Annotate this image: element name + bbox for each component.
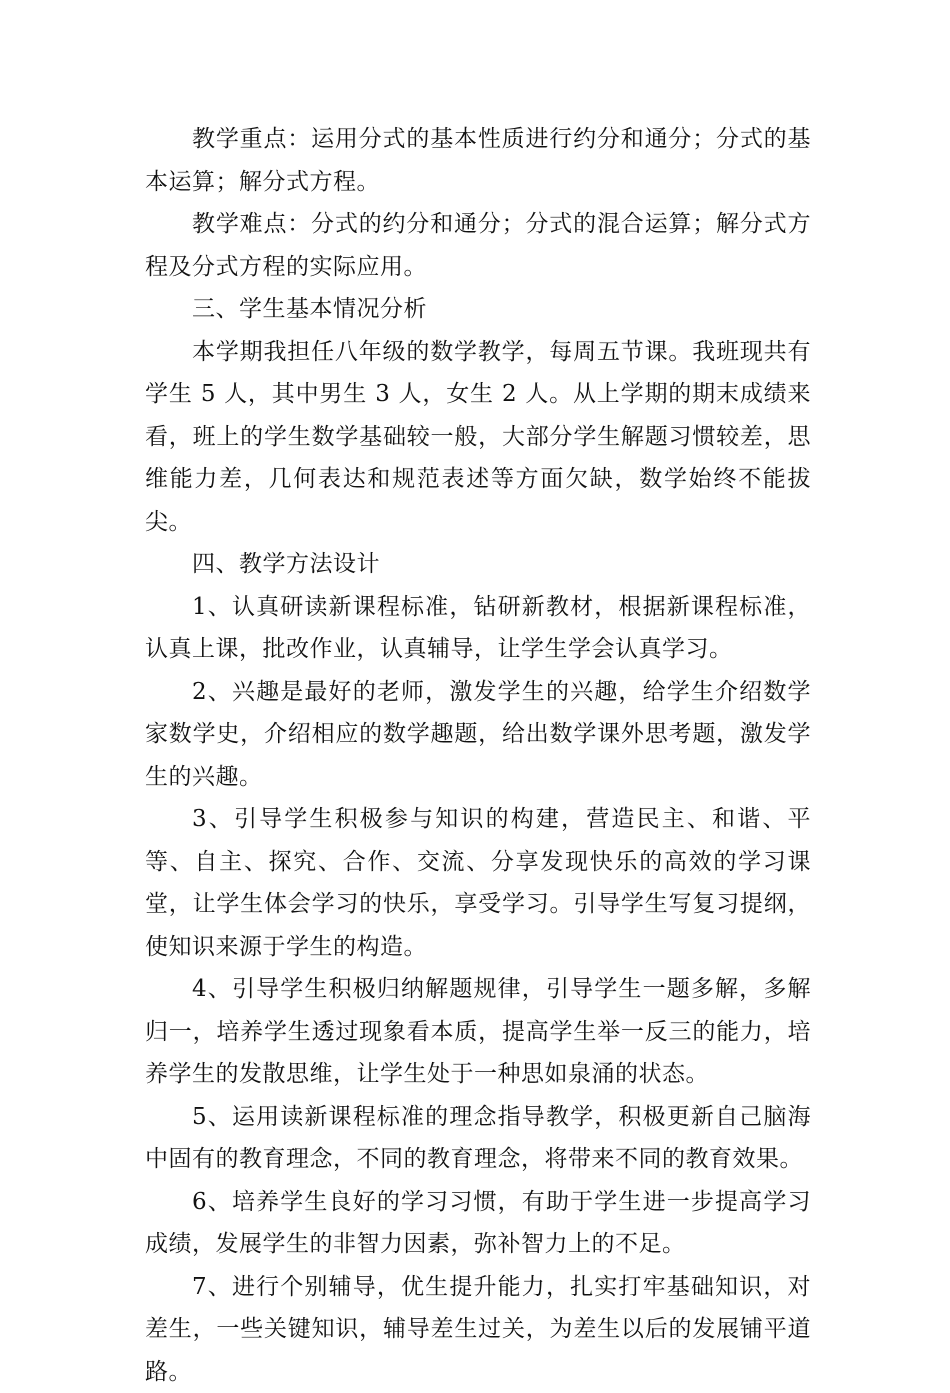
method-item-1: 1、认真研读新课程标准，钻研新教材，根据新课程标准，认真上课，批改作业，认真辅导，让学生学会认真学习。: [145, 586, 811, 671]
method-item-4: 4、引导学生积极归纳解题规律，引导学生一题多解，多解归一，培养学生透过现象看本质，提高学生举一反三的能力，培养学生的发散思维，让学生处于一种思如泉涌的状态。: [145, 968, 811, 1096]
method-item-2: 2、兴趣是最好的老师，激发学生的兴趣，给学生介绍数学家数学史，介绍相应的数学趣题，给出数学课外思考题，激发学生的兴趣。: [145, 671, 811, 799]
paragraph-teaching-focus: 教学重点：运用分式的基本性质进行约分和通分；分式的基本运算；解分式方程。: [145, 118, 811, 203]
paragraph-student-analysis: 本学期我担任八年级的数学教学，每周五节课。我班现共有学生 5 人，其中男生 3 人，女生 2 人。从上学期的期末成绩来看，班上的学生数学基础较一般，大部分学生解题习惯较差，思维能力差，几何表达和规范表述等方面欠缺，数学始终不能拔尖。: [145, 331, 811, 544]
method-item-5: 5、运用读新课程标准的理念指导教学，积极更新自己脑海中固有的教育理念，不同的教育理念，将带来不同的教育效果。: [145, 1096, 811, 1181]
section-heading-teaching-methods: 四、教学方法设计: [145, 543, 811, 586]
method-item-3: 3、引导学生积极参与知识的构建，营造民主、和谐、平等、自主、探究、合作、交流、分享发现快乐的高效的学习课堂，让学生体会学习的快乐，享受学习。引导学生写复习提纲，使知识来源于学生的构造。: [145, 798, 811, 968]
paragraph-teaching-difficulty: 教学难点：分式的约分和通分；分式的混合运算；解分式方程及分式方程的实际应用。: [145, 203, 811, 288]
method-item-6: 6、培养学生良好的学习习惯，有助于学生进一步提高学习成绩，发展学生的非智力因素，弥补智力上的不足。: [145, 1181, 811, 1266]
method-item-7: 7、进行个别辅导，优生提升能力，扎实打牢基础知识，对差生，一些关键知识，辅导差生过关，为差生以后的发展铺平道路。: [145, 1266, 811, 1393]
section-heading-student-analysis: 三、学生基本情况分析: [145, 288, 811, 331]
document-body: [145, 118, 811, 1393]
